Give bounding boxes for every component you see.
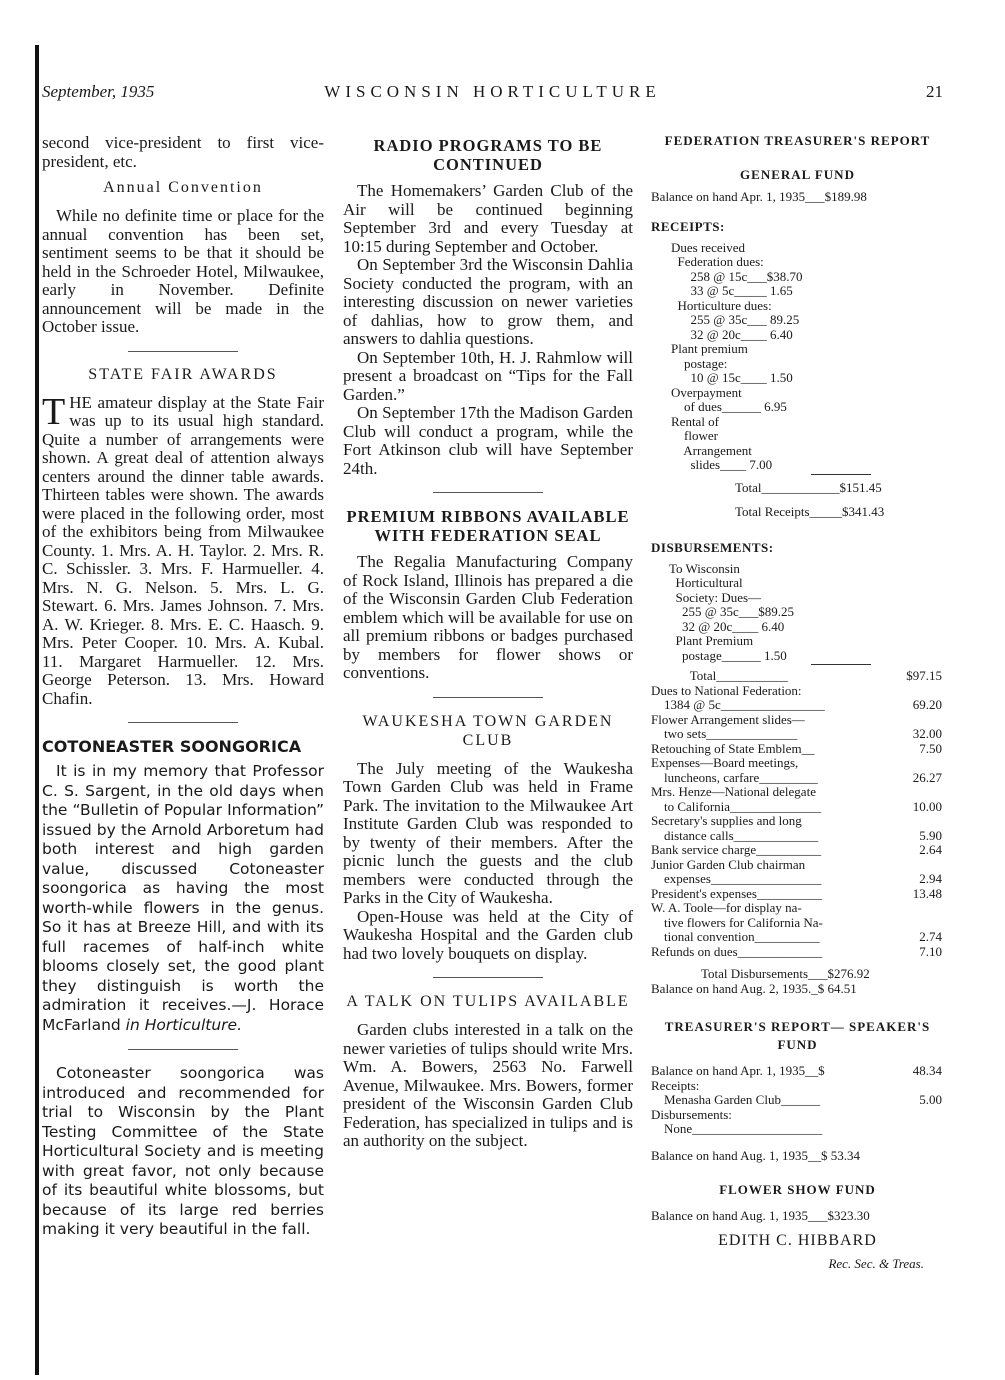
row-amount: 2.74 — [919, 929, 942, 944]
cotoneaster-body: It is in my memory that Professor C. S. Sargent, in the old days when the “Bulletin of Popular Information” issued by the Arnold Arboretum had both interest and high garden value, discussed Cotoneaster soongorica as having the most worth-while flowers in the genus. So it has at Breeze Hill, and with its full racemes of half-inch white blooms closely set, the good plant they distinguish is worth the admiration it receives.—J. Horace McFarland — [42, 762, 324, 1034]
tulips-text: Garden clubs interested in a talk on the newer varieties of tulips should write Mrs. Wm. A. Bowers, 2563 No. Farwell Avenue, Milwaukee. Mrs. Bowers, former president of the Wisconsin Garden Club Federation, has specialized in tulips and is an authority on the subject. — [343, 1020, 633, 1150]
report-row — [651, 669, 944, 684]
report-line: flower — [671, 428, 718, 443]
state-fair-heading: STATE FAIR AWARDS — [88, 365, 278, 383]
magazine-title: WISCONSIN HORTICULTURE — [324, 82, 661, 101]
column-right — [651, 134, 944, 1272]
report-line: Federation dues: — [671, 254, 764, 269]
row-label: tive flowers for California Na- — [651, 914, 823, 930]
row-label: luncheons, carfare_________ — [651, 769, 818, 785]
radio-p4: On September 17th the Madison Garden Club will conduct a program, while the Fort Atkinson club will have September 24th. — [343, 403, 633, 478]
divider — [433, 977, 543, 978]
radio-heading: RADIO PROGRAMS TO BE CONTINUED — [373, 136, 603, 174]
row-amount: 10.00 — [912, 798, 942, 814]
report-row — [651, 843, 944, 858]
report-line: Society: Dues— — [669, 589, 762, 605]
signature-name: EDITH C. HIBBARD — [718, 1231, 877, 1249]
report-line: 32 @ 20c____ 6.40 — [669, 618, 785, 634]
page-header — [42, 82, 943, 112]
report-row — [651, 785, 944, 800]
report-row — [651, 829, 944, 844]
receipts-total: Total____________$151.45 — [735, 479, 882, 495]
report-line: slides____ 7.00 — [671, 457, 773, 472]
report-line: Rental of — [671, 413, 720, 429]
total-underline — [811, 474, 871, 475]
row-label: Flower Arrangement slides— — [651, 711, 805, 727]
flower-show-balance: Balance on hand Aug. 1, 1935___$323.30 — [651, 1208, 870, 1223]
row-label: Refunds on dues_____________ — [651, 943, 823, 959]
page-number: 21 — [926, 82, 943, 101]
ribbons-text: The Regalia Manufacturing Company of Rock Island, Illinois has prepared a die of the Wisconsin Garden Club Federation emblem which will be available for use on all premium ribbons or badges purchased by members for flower shows or conventions. — [343, 552, 633, 682]
row-amount: 69.20 — [912, 697, 942, 712]
row-label: Retouching of State Emblem__ — [651, 740, 815, 756]
balance-april: Balance on hand Apr. 1, 1935___$189.98 — [651, 189, 867, 204]
row-label: Mrs. Henze—National delegate — [651, 784, 816, 799]
row-label: Secretary's supplies and long — [651, 813, 802, 828]
report-line: Plant Premium — [669, 633, 754, 648]
state-fair-body: HE amateur display at the State Fair was up to its usual high standard. Quite a number of arrangements were shown. A great deal of attention always centers around the dinner table awards. Thirteen tables were shown. The awards were placed in the following order, most of the exhibitors being from Milwaukee County. 1. Mrs. A. H. Taylor. 2. Mrs. R. C. Schissler. 3. Mrs. F. Harmueller. 4. Mrs. N. G. Nelson. 5. Mrs. L. G. Stewart. 6. Mrs. James Johnson. 7. Mrs. A. W. Krieger. 8. Mrs. E. C. Haasch. 9. Mrs. Peter Cooper. 10. Mrs. A. Kubal. 11. Margaret Harmueller. 12. Mrs. George Peterson. 13. Mrs. Howard Chafin. — [42, 392, 324, 708]
report-line: 33 @ 5c_____ 1.65 — [671, 283, 793, 298]
issue-date: September, 1935 — [42, 82, 155, 101]
row-amount: 2.94 — [919, 871, 942, 886]
report-line: To Wisconsin — [669, 560, 740, 576]
column-middle — [343, 134, 633, 1151]
intro-text: second vice-president to first vice-president, etc. — [42, 133, 324, 171]
column-left — [42, 134, 324, 1240]
report-line: Overpayment — [671, 384, 742, 400]
report-row — [651, 1108, 944, 1123]
report-line: Plant premium — [671, 341, 748, 356]
waukesha-p1: The July meeting of the Waukesha Town Garden Club was held in Frame Park. The invitation to the Milwaukee Art Institute Garden Club was responded to by twenty of their members. After the picnic lunch the guests and the club members were conducted through the Parks in the City of Waukesha. — [343, 758, 633, 907]
report-row — [651, 698, 944, 713]
report-row — [651, 800, 944, 815]
report-row — [651, 901, 944, 916]
row-label: Balance on hand Apr. 1, 1935__$ — [651, 1063, 825, 1078]
radio-p3: On September 10th, H. J. Rahmlow will present a broadcast on “Tips for the Fall Garden.” — [343, 347, 633, 404]
disbursements-total: Total Disbursements___$276.92 — [701, 966, 870, 981]
row-label: 1384 @ 5c________________ — [651, 697, 825, 712]
ribbons-heading: PREMIUM RIBBONS AVAILABLE WITH FEDERATION SEAL — [346, 507, 630, 545]
row-label: distance calls_____________ — [651, 827, 819, 843]
row-amount: 5.00 — [919, 1092, 942, 1107]
receipts-label: RECEIPTS: — [651, 218, 725, 234]
report-row — [651, 916, 944, 931]
general-fund-heading: GENERAL FUND — [740, 167, 855, 182]
divider — [128, 351, 238, 352]
disbursements-sublist — [651, 562, 944, 664]
tulips-heading: A TALK ON TULIPS AVAILABLE — [346, 993, 630, 1010]
report-line: Dues received — [671, 239, 745, 255]
flower-show-heading: FLOWER SHOW FUND — [719, 1182, 876, 1197]
row-amount: 32.00 — [912, 726, 942, 741]
report-line: 32 @ 20c____ 6.40 — [671, 326, 793, 342]
convention-heading: Annual Convention — [103, 179, 263, 196]
radio-p2: On September 3rd the Wisconsin Dahlia Society conducted the program, with an interesting discussion on newer varieties of dahlias, how to grow them, and answers to dahlia questions. — [343, 255, 633, 348]
signature-title: Rec. Sec. & Treas. — [828, 1255, 924, 1271]
row-amount: $97.15 — [906, 668, 942, 683]
disbursements-list — [651, 669, 944, 959]
report-line: postage: — [671, 355, 728, 371]
row-label: President's expenses__________ — [651, 885, 822, 901]
divider — [433, 697, 543, 698]
total-underline — [811, 664, 871, 665]
report-row — [651, 1122, 944, 1137]
report-line: 255 @ 35c___$89.25 — [669, 604, 794, 619]
row-label: Disbursements: — [651, 1106, 732, 1122]
radio-p1: The Homemakers’ Garden Club of the Air will be continued beginning September 3rd and every Tuesday at 10:15 during September and October. — [343, 181, 633, 256]
report-row — [651, 814, 944, 829]
report-row — [651, 727, 944, 742]
report-line: of dues______ 6.95 — [671, 399, 787, 414]
row-amount: 13.48 — [912, 885, 942, 901]
report-row — [651, 1093, 944, 1108]
cotoneaster-source: in Horticulture. — [125, 1015, 243, 1034]
divider — [433, 492, 543, 493]
row-label: two sets______________ — [651, 726, 798, 741]
convention-text: While no definite time or place for the annual convention has been set, sentiment seems to be that it should be held in the Schroeder Hotel, Milwaukee, early in November. Definite announcement will be made in the October issue. — [42, 206, 324, 336]
report-row — [651, 872, 944, 887]
speakers-fund-heading: TREASURER'S REPORT— SPEAKER'S FUND — [664, 1019, 931, 1052]
row-label: tional convention__________ — [651, 929, 820, 944]
report-row — [651, 713, 944, 728]
row-amount: 7.50 — [919, 740, 942, 756]
report-line: Arrangement — [671, 442, 752, 458]
treasurer-report-heading: FEDERATION TREASURER'S REPORT — [664, 133, 931, 148]
report-line: postage______ 1.50 — [669, 647, 787, 663]
report-row — [651, 858, 944, 873]
drop-cap: T — [42, 390, 66, 433]
report-line: 255 @ 35c___ 89.25 — [671, 312, 800, 327]
row-amount: 2.64 — [919, 842, 942, 857]
report-row — [651, 887, 944, 902]
report-row — [651, 930, 944, 945]
row-label: Dues to National Federation: — [651, 682, 802, 698]
row-amount: 7.10 — [919, 943, 942, 959]
row-label: W. A. Toole—for display na- — [651, 900, 802, 915]
row-label: to California______________ — [651, 798, 822, 814]
receipts-list — [651, 241, 944, 473]
report-line: Horticultural — [669, 575, 743, 590]
divider — [128, 1049, 238, 1050]
row-amount: 26.27 — [912, 769, 942, 785]
report-row — [651, 1079, 944, 1094]
waukesha-p2: Open-House was held at the City of Waukesha Hospital and the Garden club had two lovely bouquets on display. — [343, 906, 633, 963]
speakers-balance: Balance on hand Aug. 1, 1935__$ 53.34 — [651, 1147, 861, 1163]
state-fair-text — [42, 390, 324, 709]
waukesha-heading: WAUKESHA TOWN GARDEN CLUB — [362, 712, 614, 749]
row-label: Receipts: — [651, 1077, 700, 1093]
speakers-fund-list — [651, 1064, 944, 1137]
report-row — [651, 756, 944, 771]
report-row — [651, 742, 944, 757]
report-row — [651, 771, 944, 786]
report-row — [651, 945, 944, 960]
report-line: 10 @ 15c____ 1.50 — [671, 370, 793, 385]
page-edge-bar — [35, 45, 39, 1375]
disbursements-label: DISBURSEMENTS: — [651, 539, 774, 555]
cotoneaster-text — [42, 762, 324, 1035]
report-line: 258 @ 15c___$38.70 — [671, 268, 803, 284]
row-label: Total___________ — [651, 668, 788, 683]
cotoneaster-text-2: Cotoneaster soongorica was introduced and recommended for trial to Wisconsin by the Plant Testing Committee of the State Horticultural Society and is meeting with great favor, not only because of its beautiful white blossoms, but because of its large red berries making it very beautiful in the fall. — [42, 1064, 324, 1238]
report-row — [651, 1064, 944, 1079]
row-label: None____________________ — [651, 1121, 823, 1136]
row-label: Menasha Garden Club______ — [651, 1092, 820, 1107]
row-amount: 5.90 — [919, 827, 942, 843]
report-row — [651, 684, 944, 699]
cotoneaster-heading: COTONEASTER SOONGORICA — [42, 737, 302, 756]
receipts-grand-total: Total Receipts_____$341.43 — [735, 504, 885, 519]
row-amount: 48.34 — [912, 1063, 942, 1078]
report-line: Horticulture dues: — [671, 297, 772, 313]
row-label: Bank service charge__________ — [651, 842, 822, 857]
row-label: expenses_________________ — [651, 871, 822, 886]
row-label: Expenses—Board meetings, — [651, 755, 799, 770]
divider — [128, 722, 238, 723]
balance-august: Balance on hand Aug. 2, 1935._$ 64.51 — [651, 980, 857, 996]
row-label: Junior Garden Club chairman — [651, 856, 806, 872]
